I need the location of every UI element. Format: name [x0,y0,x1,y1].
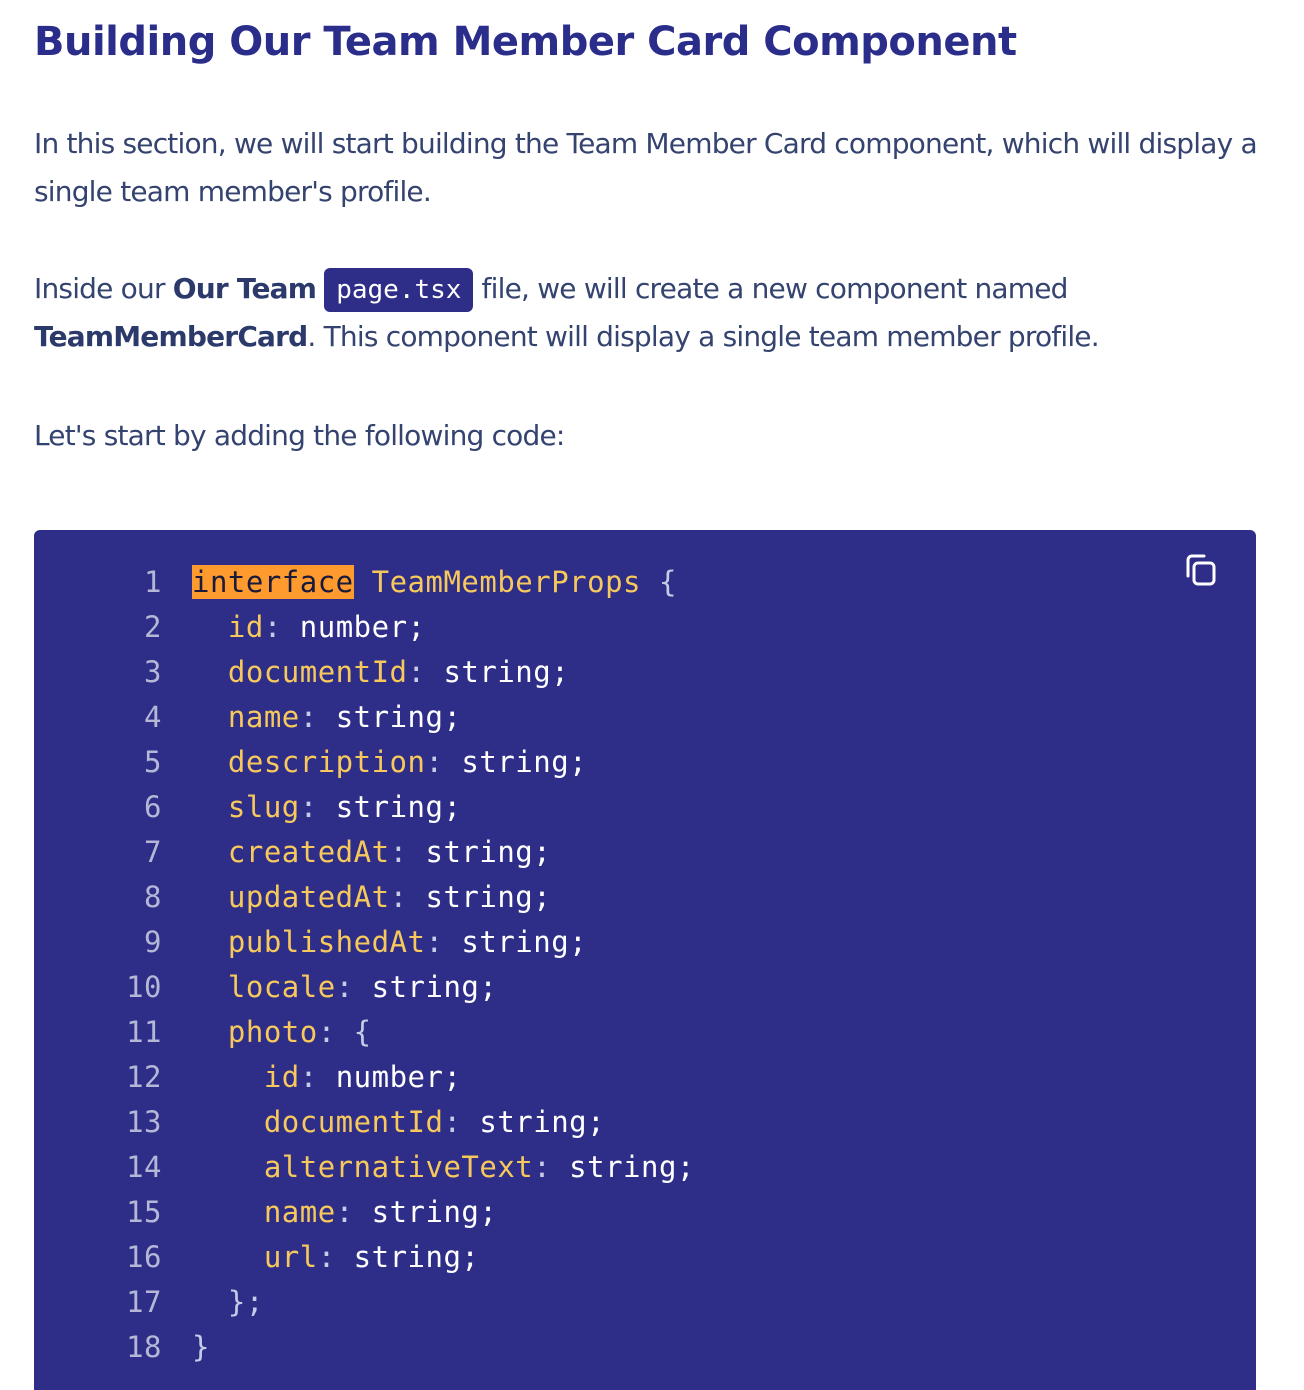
code-lines [34,560,1256,1370]
line-number: 18 [126,1330,162,1364]
line-number: 3 [144,655,162,689]
line-number: 16 [126,1240,162,1274]
code-token: url [263,1240,318,1274]
code-token: photo [227,1015,318,1049]
code-text [192,740,587,785]
code-token: string; [425,655,570,689]
page-title: Building Our Team Member Card Component [34,19,1017,65]
code-token: string; [461,1105,606,1139]
code-token: : [299,700,318,734]
code-indent [192,880,228,914]
code-indent [192,790,228,824]
code-text [192,650,569,695]
line-number: 4 [144,700,162,734]
code-token: : [389,880,408,914]
code-token: documentId [263,1105,444,1139]
code-text [192,1055,461,1100]
code-text [192,1100,605,1145]
line-number: 10 [126,970,162,1004]
paragraph-text: . This component will display a single team member profile. [307,320,1099,353]
code-token: string; [353,1195,498,1229]
code-token: : [443,1105,462,1139]
code-text [192,605,426,650]
line-number: 13 [126,1105,162,1139]
code-token: : [425,925,444,959]
line-number: 11 [126,1015,162,1049]
code-token: : [425,745,444,779]
code-token: description [227,745,426,779]
code-line [34,560,1256,605]
code-line [34,1325,1256,1370]
code-text [192,785,461,830]
component-name-label: TeamMemberCard [34,320,308,353]
code-token: id [227,610,264,644]
code-token: string; [551,1150,695,1184]
code-token: : [263,610,282,644]
code-line [34,740,1256,785]
code-line [34,1190,1256,1235]
code-token: }; [227,1285,264,1319]
code-text [192,695,461,740]
line-number: 2 [144,610,162,644]
code-line [34,695,1256,740]
code-line [34,1010,1256,1055]
code-token: documentId [227,655,408,689]
code-token: : [407,655,426,689]
code-token: string; [353,970,498,1004]
code-token: string; [317,790,462,824]
code-token: slug [227,790,300,824]
code-token: string; [407,880,552,914]
code-token: { [335,1015,372,1049]
code-token: : [335,970,354,1004]
paragraph-text: Inside our [34,272,173,305]
code-token: : [389,835,408,869]
code-token: updatedAt [227,880,390,914]
code-token: locale [227,970,336,1004]
code-indent [192,700,228,734]
line-number: 1 [144,565,162,599]
code-indent [192,925,228,959]
code-text [192,830,551,875]
code-line [34,785,1256,830]
code-line [34,965,1256,1010]
code-indent [192,1285,228,1319]
code-token: string; [407,835,552,869]
code-line [34,1055,1256,1100]
code-text [192,1190,497,1235]
code-line [34,1145,1256,1190]
code-token: string; [317,700,462,734]
code-line [34,1235,1256,1280]
code-token: number; [317,1060,462,1094]
code-block [34,530,1256,1390]
line-number: 7 [144,835,162,869]
our-team-label: Our Team [172,272,317,305]
code-text [192,1325,210,1370]
code-indent [192,1015,228,1049]
code-text [192,875,551,920]
code-token: id [263,1060,300,1094]
code-text [192,560,677,605]
line-number: 14 [126,1150,162,1184]
code-token: : [299,790,318,824]
line-number: 15 [126,1195,162,1229]
code-token: interface [192,565,354,599]
code-line [34,650,1256,695]
code-text [192,1010,372,1055]
code-token: } [192,1330,210,1364]
code-indent [192,835,228,869]
inline-code-filename: page.tsx [324,268,473,312]
code-indent [192,745,228,779]
component-paragraph [34,265,1284,361]
code-indent [192,970,228,1004]
code-token: name [227,700,300,734]
code-token: { [641,565,677,599]
code-indent [192,1195,264,1229]
code-token: : [299,1060,318,1094]
code-token: : [533,1150,552,1184]
code-token: string; [335,1240,480,1274]
code-token: createdAt [227,835,390,869]
code-token: : [317,1240,336,1274]
code-indent [192,655,228,689]
line-number: 5 [144,745,162,779]
code-indent [192,1150,264,1184]
code-line [34,1100,1256,1145]
code-token: : [335,1195,354,1229]
line-number: 9 [144,925,162,959]
instruction-paragraph: Let's start by adding the following code: [34,419,565,452]
code-token: publishedAt [227,925,426,959]
code-token: name [263,1195,336,1229]
code-text [192,1280,264,1325]
code-indent [192,1240,264,1274]
line-number: 17 [126,1285,162,1319]
code-token: string; [443,925,588,959]
code-token: alternativeText [263,1150,534,1184]
code-indent [192,1105,264,1139]
code-token: number; [281,610,426,644]
code-token: : [317,1015,336,1049]
code-line [34,830,1256,875]
paragraph-text: file, we will create a new component named [473,272,1068,305]
code-token [354,565,372,599]
code-indent [192,1060,264,1094]
code-indent [192,610,228,644]
line-number: 8 [144,880,162,914]
code-text [192,965,497,1010]
line-number: 6 [144,790,162,824]
line-number: 12 [126,1060,162,1094]
code-line [34,920,1256,965]
code-line [34,605,1256,650]
intro-paragraph: In this section, we will start building the Team Member Card component, which will display a single team member's profile. [34,127,1257,208]
code-text [192,920,587,965]
code-text [192,1145,695,1190]
code-token: TeamMemberProps [371,565,642,599]
code-line [34,1280,1256,1325]
code-text [192,1235,479,1280]
code-token: string; [443,745,588,779]
code-line [34,875,1256,920]
